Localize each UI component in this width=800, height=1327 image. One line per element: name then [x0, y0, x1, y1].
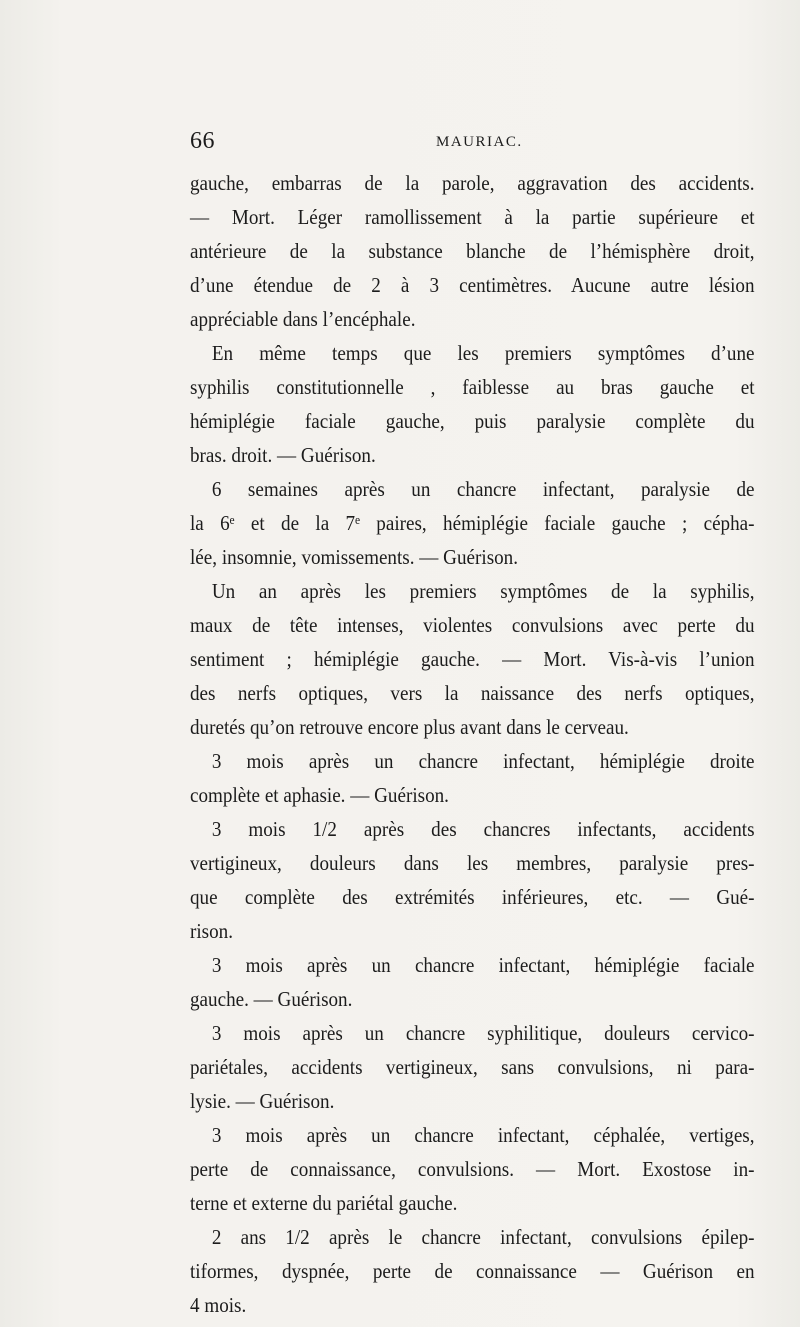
text-line: lée, insomnie, vomissements. — Guérison. [190, 545, 519, 569]
text-line: lysie. — Guérison. [190, 1089, 335, 1113]
text-line: tiformes, dyspnée, perte de connaissance — Guérison en [190, 1259, 755, 1283]
text-line: 3 mois après un chancre infectant, hémiplégie faciale [211, 953, 755, 977]
text-line: pariétales, accidents vertigineux, sans convulsions, ni para- [190, 1055, 755, 1079]
text-line: 4 mois. [190, 1293, 247, 1317]
text-line: complète et aphasie. — Guérison. [190, 783, 449, 807]
text-line: Un an après les premiers symptômes de la syphilis, [211, 579, 755, 603]
text-line: 2 ans 1/2 après le chancre infectant, convulsions épilep- [211, 1225, 755, 1249]
body-text [190, 166, 755, 1322]
text-line: maux de tête intenses, violentes convulsions avec perte du [190, 613, 755, 637]
text-line: — Mort. Léger ramollissement à la partie supérieure et [190, 205, 755, 229]
text-line: gauche, embarras de la parole, aggravation des accidents. [190, 171, 755, 195]
text-line: hémiplégie faciale gauche, puis paralysie complète du [190, 409, 755, 433]
text-line: 3 mois après un chancre infectant, hémiplégie droite [211, 749, 755, 773]
text-line: que complète des extrémités inférieures, etc. — Gué- [190, 885, 755, 909]
running-head: MAURIAC. [436, 134, 523, 150]
text-line: 3 mois après un chancre syphilitique, douleurs cervico- [211, 1021, 755, 1045]
text-line: d’une étendue de 2 à 3 centimètres. Aucune autre lésion [190, 273, 755, 297]
text-line: appréciable dans l’encéphale. [190, 307, 416, 331]
text-line: perte de connaissance, convulsions. — Mort. Exostose in- [190, 1157, 755, 1181]
text-line: 6 semaines après un chancre infectant, paralysie de [211, 477, 755, 501]
text-line: la 6ᵉ et de la 7ᵉ paires, hémiplégie faciale gauche ; cépha- [190, 511, 755, 535]
text-line: gauche. — Guérison. [190, 987, 353, 1011]
page-header [190, 128, 755, 156]
text-line: sentiment ; hémiplégie gauche. — Mort. Vis-à-vis l’union [190, 647, 755, 671]
text-line: vertigineux, douleurs dans les membres, paralysie pres- [190, 851, 755, 875]
text-line: 3 mois 1/2 après des chancres infectants, accidents [211, 817, 755, 841]
text-line: terne et externe du pariétal gauche. [190, 1191, 458, 1215]
text-line: antérieure de la substance blanche de l’hémisphère droit, [190, 239, 755, 263]
page-number: 66 [190, 128, 215, 154]
text-line: des nerfs optiques, vers la naissance des nerfs optiques, [190, 681, 755, 705]
text-line: 3 mois après un chancre infectant, céphalée, vertiges, [211, 1123, 755, 1147]
text-line: syphilis constitutionnelle , faiblesse au bras gauche et [190, 375, 755, 399]
text-line: bras. droit. — Guérison. [190, 443, 376, 467]
text-line: rison. [190, 919, 233, 943]
text-line: En même temps que les premiers symptômes d’une [211, 341, 755, 365]
text-line: duretés qu’on retrouve encore plus avant dans le cerveau. [190, 715, 629, 739]
